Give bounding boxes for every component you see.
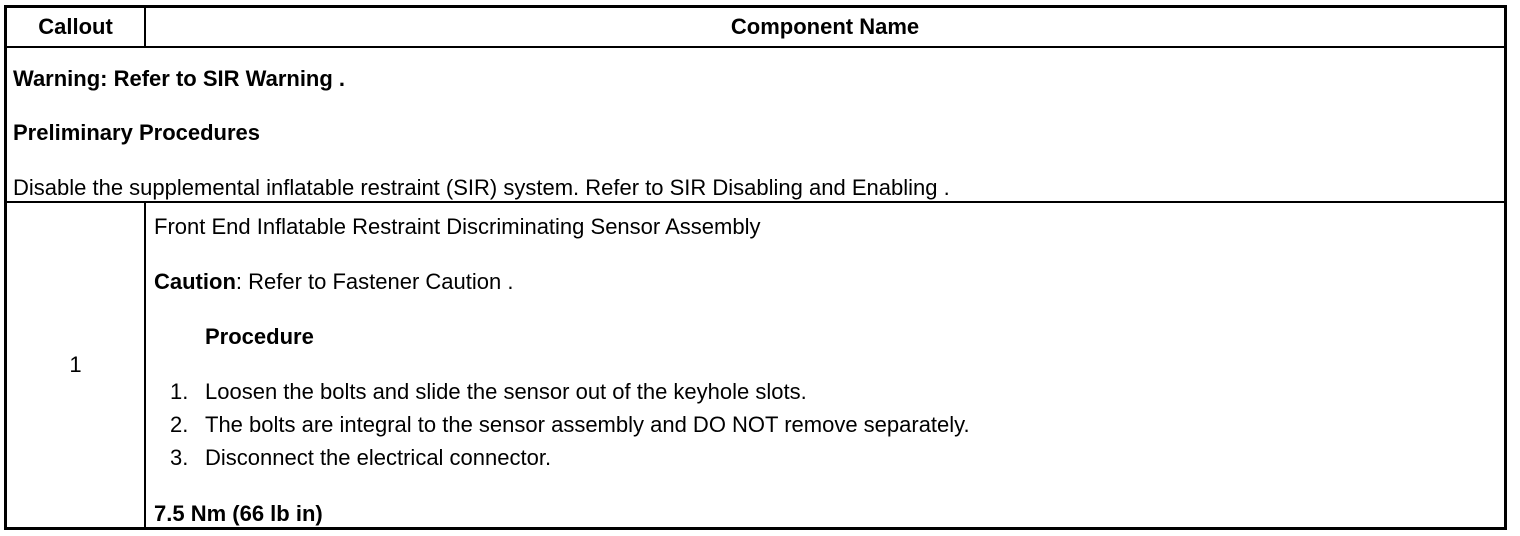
procedure-step: [170, 445, 551, 471]
step-number: 2.: [170, 412, 189, 437]
component-table: [4, 5, 1507, 530]
torque-spec: 7.5 Nm (66 lb in): [154, 501, 323, 526]
step-number: 3.: [170, 445, 189, 470]
preliminary-section: [7, 48, 1504, 203]
caution-label: Caution: [154, 269, 236, 294]
step-text: The bolts are integral to the sensor assembly and DO NOT remove separately.: [205, 412, 970, 437]
procedure-step: [170, 379, 807, 405]
component-name: Front End Inflatable Restraint Discriminating Sensor Assembly: [154, 214, 761, 239]
preliminary-instruction: Disable the supplemental inflatable restraint (SIR) system. Refer to SIR Disabling and Enabling .: [13, 175, 950, 200]
procedure-step: [170, 412, 970, 438]
caution-text: : Refer to Fastener Caution .: [235, 269, 514, 294]
header-component-name: Component Name: [730, 14, 920, 39]
table-row: [7, 203, 1504, 527]
caution-line: [154, 269, 513, 295]
header-callout: Callout: [7, 8, 146, 46]
step-number: 1.: [170, 379, 189, 404]
step-text: Loosen the bolts and slide the sensor out of the keyhole slots.: [205, 379, 807, 404]
step-text: Disconnect the electrical connector.: [205, 445, 552, 470]
procedure-heading: Procedure: [205, 324, 314, 349]
preliminary-procedures-heading: Preliminary Procedures: [13, 120, 261, 145]
row-callout: 1: [7, 203, 146, 527]
warning-text: Warning: Refer to SIR Warning .: [13, 66, 346, 91]
row-component-details: [146, 203, 1504, 527]
table-header-row: [7, 8, 1504, 48]
